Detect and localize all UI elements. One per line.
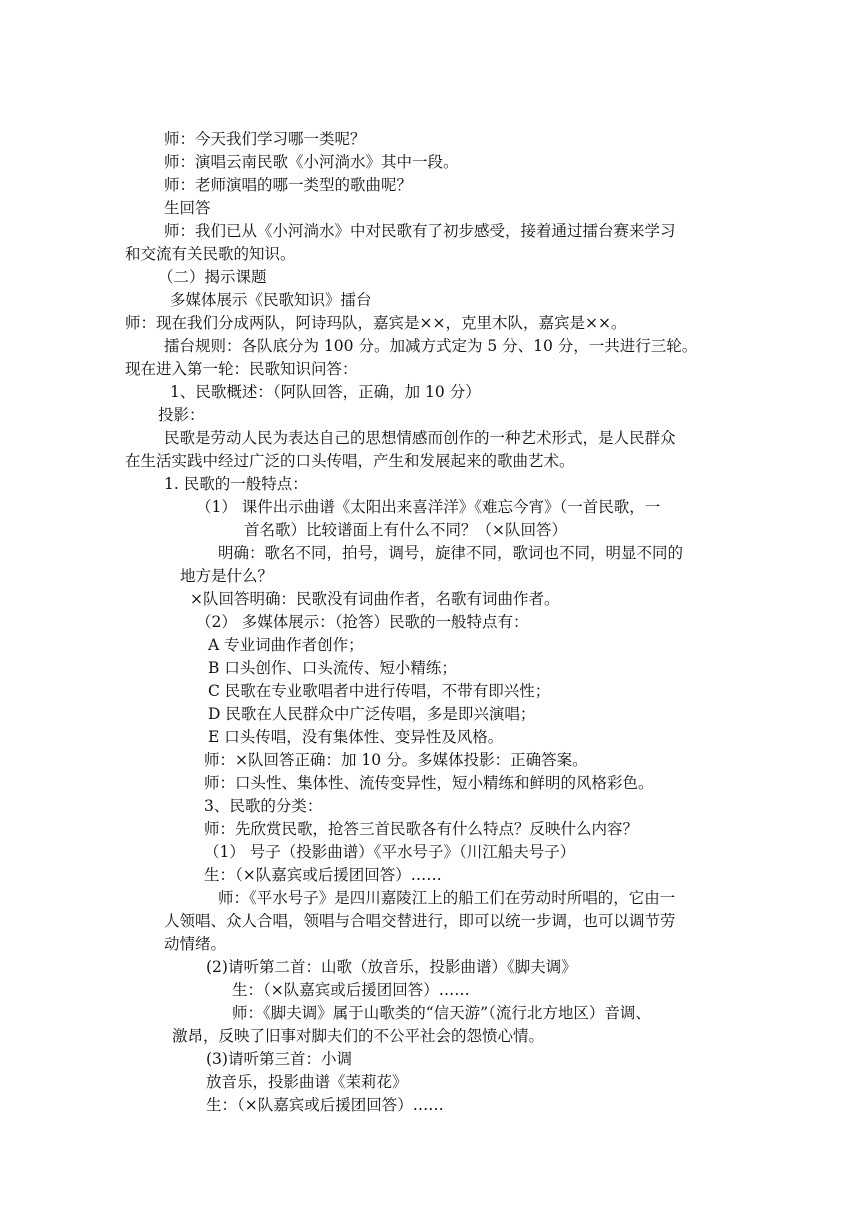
text-line: (2)请听第二首：山歌（放音乐，投影曲谱）《脚夫调》 — [206, 958, 577, 976]
list-item: D 民歌在人民群众中广泛传唱，多是即兴演唱； — [208, 705, 536, 723]
text-line: 师：今天我们学习哪一类呢？ — [164, 130, 366, 148]
list-item: C 民歌在专业歌唱者中进行传唱，不带有即兴性； — [208, 682, 551, 700]
text-line: 多媒体展示《民歌知识》擂台 — [170, 291, 372, 309]
text-line: (3)请听第三首：小调 — [206, 1050, 352, 1068]
text-line: 放音乐，投影曲谱《茉莉花》 — [206, 1073, 408, 1091]
text-line: 师：口头性、集体性、流传变异性，短小精练和鲜明的风格彩色。 — [204, 774, 654, 792]
text-line: 1、民歌概述：（阿队回答，正确，加 10 分） — [170, 383, 481, 401]
text-line: ×队回答明确：民歌没有词曲作者，名歌有词曲作者。 — [190, 590, 560, 608]
text-line: 投影： — [158, 406, 205, 424]
text-line: （2） 多媒体展示：（抢答）民歌的一般特点有： — [196, 613, 529, 631]
text-line: （1） 课件出示曲谱《太阳出来喜洋洋》《难忘今宵》（一首民歌，一 — [196, 498, 661, 516]
text-line: 师：《脚夫调》属于山歌类的“信天游”（流行北方地区）音调、 — [232, 1004, 651, 1022]
text-line: （1） 号子（投影曲谱）《平水号子》（川江船夫号子） — [204, 843, 576, 861]
text-line: 师：演唱云南民歌《小河淌水》其中一段。 — [164, 153, 459, 171]
list-item: B 口头创作、口头流传、短小精练； — [208, 659, 457, 677]
text-line: 明确：歌名不同，拍号，调号，旋律不同，歌词也不同，明显不同的 — [218, 544, 684, 562]
text-line: 擂台规则：各队底分为 100 分。加减方式定为 5 分、10 分，一共进行三轮。 — [164, 337, 698, 355]
text-line: 民歌是劳动人民为表达自己的思想情感而创作的一种艺术形式，是人民群众 — [164, 429, 676, 447]
text-line: 现在进入第一轮：民歌知识问答： — [125, 360, 358, 378]
text-line: 师：老师演唱的哪一类型的歌曲呢？ — [164, 176, 413, 194]
list-item: E 口头传唱，没有集体性、变异性及风格。 — [208, 728, 504, 746]
text-line: 人领唱、众人合唱，领唱与合唱交替进行，即可以统一步调，也可以调节劳 — [164, 912, 676, 930]
text-line: 师：×队回答正确：加 10 分。多媒体投影：正确答案。 — [204, 751, 588, 769]
text-line: 师：《平水号子》是四川嘉陵江上的船工们在劳动时所唱的，它由一 — [218, 889, 676, 907]
text-line: 激昂，反映了旧事对脚夫们的不公平社会的怨愤心情。 — [172, 1027, 545, 1045]
section-heading: （二）揭示课题 — [158, 268, 267, 286]
text-line: 生：（×队嘉宾或后援团回答）…… — [204, 866, 442, 884]
text-line: 生：（×队嘉宾或后援团回答）…… — [206, 1096, 444, 1114]
text-line: 生：（×队嘉宾或后援团回答）…… — [232, 981, 470, 999]
list-item: A 专业词曲作者创作； — [208, 636, 364, 654]
text-line: 地方是什么？ — [180, 567, 274, 585]
text-line: 动情绪。 — [164, 935, 227, 953]
section-heading: 1. 民歌的一般特点： — [164, 475, 308, 493]
text-line: 首名歌）比较谱面上有什么不同？（×队回答） — [244, 521, 567, 539]
text-line: 在生活实践中经过广泛的口头传唱，产生和发展起来的歌曲艺术。 — [125, 452, 575, 470]
text-line: 生回答 — [164, 199, 211, 217]
text-line: 师：先欣赏民歌，抢答三首民歌各有什么特点？反映什么内容？ — [204, 820, 639, 838]
text-line: 师：我们已从《小河淌水》中对民歌有了初步感受，接着通过擂台赛来学习 — [164, 222, 676, 240]
text-line: 和交流有关民歌的知识。 — [125, 245, 296, 263]
text-line: 师：现在我们分成两队，阿诗玛队，嘉宾是××，克里木队，嘉宾是××。 — [125, 314, 627, 332]
section-heading: 3、民歌的分类： — [204, 797, 323, 815]
